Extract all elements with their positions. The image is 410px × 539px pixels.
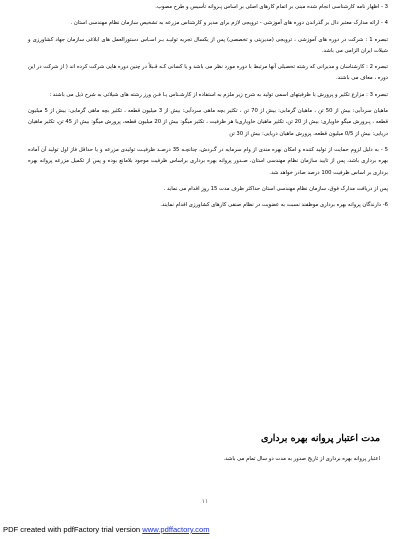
note-1: تبصره 1 : شرکت در دوره های آموزشی ، ترویجی (مدیریتی و تخصصی) پس از یکسال تجربه تولیـد بـر اسـاس دستورالعمل های ابلاغی سازمان جهاد کشاورزی و شیلات ایران الزامی می باشد. (28, 36, 388, 54)
paragraph-item-4: 4 - ارائه مدارک معتبر دال بر گذراندن دوره های آموزشی - ترویجی لازم برای مدیر و کارشناس مزرعه به تشخیص سازمان نظام مهندسی استان . (70, 20, 388, 27)
pdf-footer (3, 525, 210, 534)
paragraph-item-3: 3 - اظهار نامه کارشناسی انجام شده مبنی بر اتمام کارهای اصلی بر اساس پـروانه تأسیس و طرح مصوب. (155, 4, 388, 10)
footer-link[interactable]: www.pdffactory.com (142, 525, 210, 534)
paragraph-item-5: 5 - به دلیل لزوم حمایت از تولید کننده و امکان بهره مندی از وام سرمایه در گـردش، چنانچـه 35 درصـد ظرفیـت تولیدی مزرعه و یا حداقل فاز اول تولید آن آماده بهره برداری باشد، پس از تایید سازمان نظام مهندسی استان، صـدور پروانه بهره برداری براساس ظرفیت موجود بلامانع بوده و پس از تکمیل مزرعه پروانه بهره برداری بر اساس ظرفیت 100 درصد صادر خواهد شد. (28, 146, 389, 176)
note-2: تبصره 2 : کارشناسان و مدیرانی که رشته تحصیلی آنها مرتبط با دوره مورد نظر می باشد و یا کسانی کـه قـبلاً در چنین دوره هایی شرکت کرده اند ( از شرکت در این دوره ، معاف می باشند. (28, 64, 388, 82)
paragraph-item-6: 6- دارندگان پروانه بهره برداری موظفند نسبت به عضویت در نظام صنفی کارهای کشاورزی اقدام نمایند. (160, 202, 388, 209)
review-deadline: پس از دریافت مدارک فوق، سازمان نظام مهندسی استان حداکثر ظرف مدت 15 روز اقدام می نماید . (163, 185, 388, 192)
section-text: اعتبار پروانه بهره برداری از تاریخ صدور به مدت دو سال تمام می باشد. (223, 456, 380, 462)
footer-text: PDF created with pdfFactory trial version (3, 525, 143, 534)
note-3: تبصره 3 : مزارع تکثیر و پرورش با ظرفیتهای اسمی تولید به شرح زیر ملزم به استفاده از کارشـناس یـا فـن ورز رشته های شیلاتی به شرح ذیل می باشند : (49, 91, 388, 98)
page-number: ١١ (201, 498, 209, 505)
section-title: مدت اعتبار پروانه بهره برداری (260, 433, 380, 444)
body-text (28, 2, 388, 211)
capacity-list: ماهیان سردآبی: بیش از 50 تن ، ماهیان گرمابی: بیش از 70 تن ، تکثیر بچه ماهی سردآبی: بیش از 3 میلیون قطعه ، تکثیر بچه ماهی گرمابی: بیش از 5 میلیون قطعه ، پـرورش میگو خاویاری: بیش از 20 تن، تکثیر ماهیان خاویاری‌با هر ظرفیت ، تکثیر میگو: بیش از 20 میلیون قطعه، پرورش میگو: بیش از 45 تن، تکثیر ماهیان دریایی: بیش از 0/5 میلیون قطعه، پرورش ماهیان دریایی: بیش از 30 تن (28, 108, 389, 137)
